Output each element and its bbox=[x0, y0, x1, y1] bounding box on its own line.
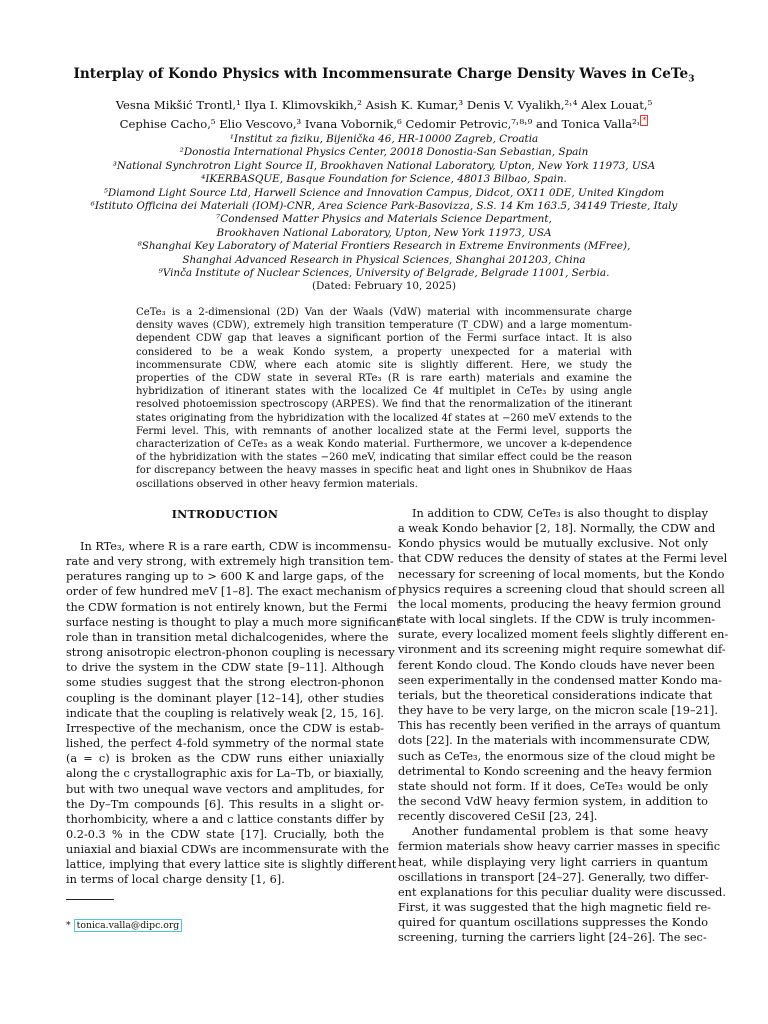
text-line: Kondo physics would be mutually exclusive. Not only bbox=[398, 537, 708, 551]
affiliation: ⁹Vinča Institute of Nuclear Sciences, University of Belgrade, Belgrade 11001, Serbia. bbox=[158, 267, 610, 280]
text-line: the second VdW heavy fermion system, in addition to bbox=[398, 794, 708, 808]
title-subscript: 3 bbox=[688, 74, 695, 85]
date-line: (Dated: February 10, 2025) bbox=[311, 280, 457, 293]
text-line: lished, the perfect 4-fold symmetry of the normal state bbox=[66, 737, 384, 751]
text-line: but with two unequal wave vectors and amplitudes, for bbox=[66, 782, 384, 796]
abstract: CeTe₃ is a 2-dimensional (2D) Van der Waals (VdW) material with incommensurate charge density waves (CDW), extremely high transition temperature (T_CDW) and a large momentum-dependent CDW gap that leaves a significant portion of the Fermi surface intact. It is also considered to be a weak Kondo system, a property unexpected for a material with incommensurate CDW, where each atomic site is slightly different. Here, we study the properties of the CDW state in several RTe₃ (R is rare earth) materials and examine the hybridization of itinerant states with the localized Ce 4f multiplet in CeTe₃ by using angle resolved photoemission spectroscopy (ARPES). We find that the renormalization of the itinerant states originating from the hybridization with the localized 4f states at −260 meV extends to the Fermi level. This, with remnants of another localized state at the Fermi level, supports the characterization of CeTe₃ as a weak Kondo material. Furthermore, we uncover a k-dependence of the hybridization with the states −260 meV, indicating that similar effect could be the reason for discrepancy between the heavy masses in specific heat and light ones in Shubnikov de Haas oscillations observed in other heavy fermion materials. bbox=[136, 307, 632, 490]
text-line: terials, but the theoretical considerations indicate that bbox=[398, 688, 713, 702]
text-line: In addition to CDW, CeTe₃ is also thought to display bbox=[412, 507, 708, 520]
text-line: First, it was suggested that the high magnetic field re- bbox=[398, 901, 712, 915]
text-line: screening, turning the carriers light [24–26]. The sec- bbox=[398, 931, 707, 945]
affiliation: Shanghai Advanced Research in Physical Sciences, Shanghai 201203, China bbox=[182, 253, 586, 266]
text-line: 0.2-0.3 % in the CDW state [17]. Crucially, both the bbox=[66, 827, 384, 841]
right-column bbox=[398, 506, 729, 946]
text-line: physics requires a screening cloud that should screen all bbox=[398, 582, 725, 596]
text-line: oscillations in transport [24–27]. Generally, two differ- bbox=[398, 870, 709, 884]
text-line: surate, every localized moment feels slightly different en- bbox=[398, 628, 729, 642]
footnote-divider bbox=[66, 899, 114, 900]
affiliation: ⁵Diamond Light Source Ltd, Harwell Science and Innovation Campus, Didcot, OX11 0DE, United Kingdom bbox=[103, 186, 665, 199]
text-line: heat, while displaying very light carriers in quantum bbox=[398, 855, 708, 869]
text-line: detrimental to Kondo screening and the heavy fermion bbox=[398, 764, 712, 778]
text-line: Another fundamental problem is that some heavy bbox=[412, 825, 708, 839]
footnote-marker: * bbox=[66, 920, 71, 931]
affiliation: ²Donostia International Physics Center, 20018 Donostia-San Sebastian, Spain bbox=[179, 146, 589, 159]
text-line: indicate that the coupling is relatively weak [2, 15, 16]. bbox=[66, 706, 384, 720]
text-line: In RTe₃, where R is a rare earth, CDW is incommensu- bbox=[80, 540, 392, 553]
affiliation: Brookhaven National Laboratory, Upton, New York 11973, USA bbox=[216, 226, 552, 239]
text-line: fermion materials show heavy carrier masses in specific bbox=[398, 840, 721, 854]
text-line: ent explanations for this peculiar duality were discussed. bbox=[398, 885, 726, 899]
affiliation: ⁶Istituto Officina dei Materiali (IOM)-CNR, Area Science Park-Basovizza, S.S. 14 Km 163.5, 34149 Trieste, Italy bbox=[90, 200, 678, 213]
text-line: state with local singlets. If the CDW is truly incommen- bbox=[398, 613, 716, 627]
text-line: a weak Kondo behavior [2, 18]. Normally, the CDW and bbox=[398, 522, 716, 536]
text-line: order of few hundred meV [1–8]. The exact mechanism of bbox=[66, 585, 396, 599]
text-line: that CDW reduces the density of states at the Fermi level bbox=[398, 552, 728, 566]
text-line: along the c crystallographic axis for La–Tb, or biaxially, bbox=[66, 767, 384, 781]
left-column bbox=[66, 539, 401, 888]
text-line: the Dy–Tm compounds [6]. This results in a slight or- bbox=[66, 797, 384, 811]
text-line: the local moments, producing the heavy fermion ground bbox=[398, 597, 722, 611]
text-line: Irrespective of the mechanism, once the CDW is estab- bbox=[66, 721, 384, 735]
author-list bbox=[60, 96, 708, 134]
affiliation: ⁷Condensed Matter Physics and Materials Science Department, bbox=[216, 213, 552, 226]
text-line: such as CeTe₃, the enormous size of the cloud might be bbox=[398, 749, 716, 763]
text-line: some studies suggest that the strong electron-phonon bbox=[66, 676, 384, 690]
text-line: peratures ranging up to > 600 K and large gaps, of the bbox=[66, 570, 384, 584]
affiliation: ¹Institut za fiziku, Bijenička 46, HR-10000 Zagreb, Croatia bbox=[229, 133, 539, 145]
footnote-link[interactable]: * bbox=[642, 116, 647, 126]
section-heading: INTRODUCTION bbox=[171, 508, 279, 521]
email-link[interactable]: tonica.valla@dipc.org bbox=[74, 919, 183, 932]
text-line: role than in transition metal dichalcogenides, where the bbox=[66, 630, 389, 644]
text-line: in terms of local charge density [1, 6]. bbox=[66, 873, 285, 887]
text-line: recently discovered CeSiI [23, 24]. bbox=[398, 810, 598, 824]
text-line: (a = c) is broken as the CDW runs either uniaxially bbox=[66, 752, 384, 766]
text-line: coupling is the dominant player [12–14], other studies bbox=[66, 691, 384, 705]
text-line: the CDW formation is not entirely known, but the Fermi bbox=[66, 600, 388, 614]
text-line: ferent Kondo cloud. The Kondo clouds have never been bbox=[398, 658, 715, 672]
text-line: dots [22]. In the materials with incommensurate CDW, bbox=[398, 734, 711, 748]
text-line: quired for quantum oscillations suppresses the Kondo bbox=[398, 916, 708, 930]
affiliation: ⁴IKERBASQUE, Basque Foundation for Science, 48013 Bilbao, Spain. bbox=[201, 173, 567, 186]
text-line: to drive the system in the CDW state [9–11]. Although bbox=[66, 661, 384, 675]
text-line: seen experimentally in the condensed matter Kondo ma- bbox=[398, 673, 722, 687]
text-line: necessary for screening of local moments, but the Kondo bbox=[398, 567, 725, 581]
author-line: Cephise Cacho,⁵ Elio Vescovo,³ Ivana Vobornik,⁶ Cedomir Petrovic,⁷˒⁸˒⁹ and Tonica Valla²˒ * bbox=[119, 116, 647, 131]
text-line: strong anisotropic electron-phonon coupling is necessary bbox=[66, 646, 395, 660]
affiliation: ⁸Shanghai Key Laboratory of Material Frontiers Research in Extreme Environments (MFree), bbox=[137, 240, 631, 253]
text-line: This has recently been verified in the arrays of quantum bbox=[398, 719, 721, 733]
text-line: vironment and its screening might require somewhat dif- bbox=[398, 643, 726, 657]
text-line: uniaxial and biaxial CDWs are incommensurate with the bbox=[66, 843, 389, 857]
author-line: Vesna Mikšić Trontl,¹ Ilya I. Klimovskikh,² Asish K. Kumar,³ Denis V. Vyalikh,²˒⁴ Alex Louat,⁵ bbox=[115, 98, 653, 112]
text-line: lattice, implying that every lattice site is slightly different bbox=[66, 858, 397, 872]
paper-title: Interplay of Kondo Physics with Incommensurate Charge Density Waves in CeTe$_3$ bbox=[73, 66, 695, 85]
text-line: rate and very strong, with extremely high transition tem- bbox=[66, 555, 394, 569]
text-line: surface nesting is thought to play a much more significant bbox=[66, 615, 401, 629]
affiliation-list bbox=[40, 133, 728, 294]
footnote bbox=[66, 920, 182, 931]
affiliation: ³National Synchrotron Light Source II, Brookhaven National Laboratory, Upton, New York 11973, USA bbox=[112, 159, 656, 172]
text-line: thorhombicity, where a and c lattice constants differ by bbox=[66, 812, 384, 826]
text-line: state should not form. If it does, CeTe₃ would be only bbox=[398, 779, 708, 793]
text-line: they have to be very large, on the micron scale [19–21]. bbox=[398, 704, 718, 718]
